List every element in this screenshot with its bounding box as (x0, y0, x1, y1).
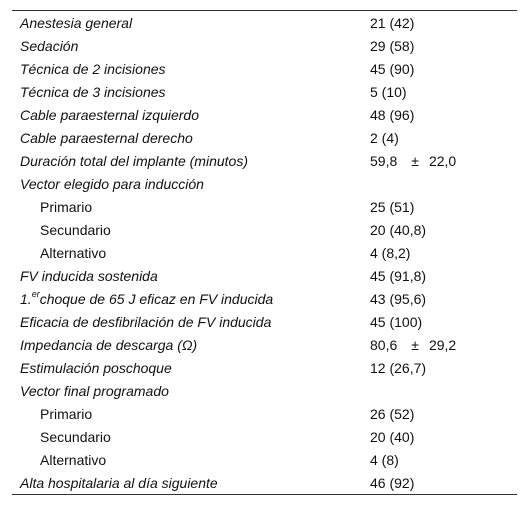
table-row (12, 310, 517, 333)
row-value (368, 149, 517, 172)
table-row (12, 126, 517, 149)
row-value: 45 (90) (370, 60, 415, 77)
table-row (12, 218, 517, 241)
row-label: Alta hospitalaria al día siguiente (20, 474, 218, 491)
row-label: Técnica de 2 incisiones (20, 60, 166, 77)
table-row (12, 241, 517, 264)
row-label: Cable paraesternal derecho (20, 129, 193, 146)
table-bottom-rule (12, 494, 517, 495)
row-label: Estimulación poschoque (20, 359, 172, 376)
row-value: 12 (26,7) (370, 359, 427, 376)
row-value: 48 (96) (370, 106, 415, 123)
data-table-container (12, 10, 517, 495)
table-row (12, 471, 517, 494)
table-row (12, 103, 517, 126)
row-value: 45 (91,8) (370, 267, 427, 284)
table-row (12, 356, 517, 379)
row-label-sub: Alternativo (40, 244, 107, 261)
table-row (12, 402, 517, 425)
table-row (12, 195, 517, 218)
row-value: 45 (100) (370, 313, 423, 330)
row-value: 5 (10) (370, 83, 407, 100)
row-label: Sedación (20, 37, 79, 54)
sd-value: 22,0 (428, 152, 457, 169)
row-value: 43 (95,6) (370, 290, 427, 307)
table-row (12, 172, 517, 195)
table-row (12, 149, 517, 172)
row-label-sub: Primario (40, 198, 93, 215)
table-row (12, 11, 517, 34)
row-label-sub: Alternativo (40, 451, 107, 468)
row-value: 25 (51) (370, 198, 415, 215)
row-label: Anestesia general (20, 14, 133, 31)
row-label: Vector final programado (20, 382, 169, 399)
row-value: 2 (4) (370, 129, 399, 146)
label-prefix: 1. (20, 290, 32, 307)
row-value: 20 (40) (370, 428, 415, 445)
table-row (12, 34, 517, 57)
mean-value: 59,8 (370, 152, 398, 169)
label-superscript: er (31, 288, 40, 299)
row-label: Duración total del implante (minutos) (20, 152, 248, 169)
row-label-sub: Secundario (40, 221, 111, 238)
table-row (12, 287, 517, 310)
table-row (12, 80, 517, 103)
row-value: 21 (42) (370, 14, 415, 31)
row-label-sub: Secundario (40, 428, 111, 445)
row-value (368, 172, 517, 195)
row-label: Eficacia de desfibrilación de FV inducida (20, 313, 272, 330)
plus-minus-sign: ± (411, 336, 419, 353)
row-value: 46 (92) (370, 474, 415, 491)
row-label: Impedancia de descarga (Ω) (20, 336, 198, 353)
mean-value: 80,6 (370, 336, 398, 353)
row-value (368, 333, 517, 356)
row-label: Vector elegido para inducción (20, 175, 204, 192)
table-row (12, 333, 517, 356)
row-value: 26 (52) (370, 405, 415, 422)
label-rest: choque de 65 J eficaz en FV inducida (39, 290, 274, 307)
plus-minus-sign: ± (411, 152, 419, 169)
row-value: 29 (58) (370, 37, 415, 54)
table-row (12, 57, 517, 80)
row-label: Cable paraesternal izquierdo (20, 106, 199, 123)
row-label: Técnica de 3 incisiones (20, 83, 166, 100)
sd-value: 29,2 (428, 336, 457, 353)
row-label-sub: Primario (40, 405, 93, 422)
table-row (12, 448, 517, 471)
results-table (12, 11, 517, 494)
table-row (12, 425, 517, 448)
table-row (12, 379, 517, 402)
row-label: FV inducida sostenida (20, 267, 158, 284)
row-value: 20 (40,8) (370, 221, 427, 238)
row-label (12, 287, 368, 310)
row-value (368, 379, 517, 402)
table-row (12, 264, 517, 287)
row-value: 4 (8,2) (370, 244, 411, 261)
row-value: 4 (8) (370, 451, 399, 468)
